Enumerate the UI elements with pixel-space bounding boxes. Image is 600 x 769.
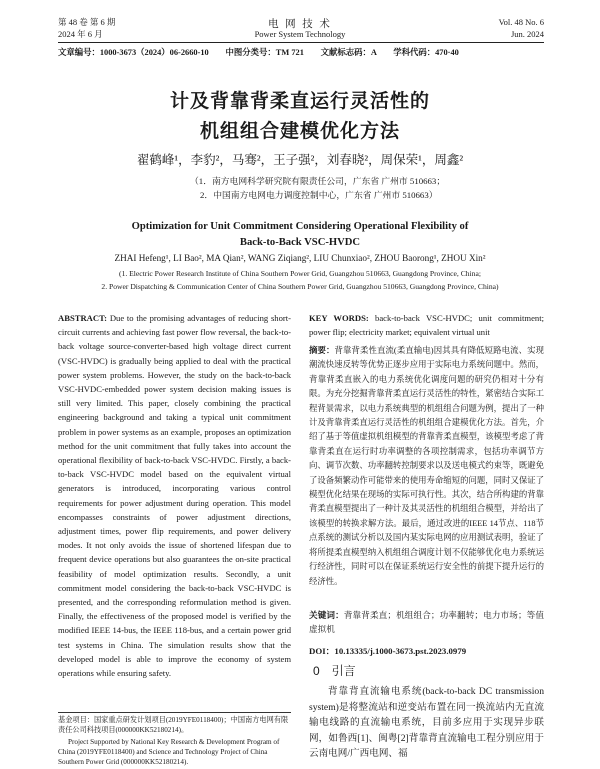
abstract-cn-text: 背靠背柔性直流(柔直输电)因其具有降低短路电流、实现潮流快速反转等优势正逐步应用于实际电力系统问题中。然而，背靠背柔直嵌入的电力系统优化调度问题的研究仍相对十分有限。为充分挖掘背靠背柔直运行灵活性的特性，紧密结合实际工程背景需求，以电力系统典型的机组组合问题为例，提出了一种计及背靠背柔直运行灵活性的机组组合建模优化方法。首先，介绍了基于等值虚拟机组模型的背靠背柔直模型，该模型考虑了背靠背柔直在运行时功率调整的各项控制需求，包括功率调节方向、调节次数、功率翻转控制要求以及送电模式约束等，既避免了设备频繁动作可能带来的使用寿命缩短的问题，同时又保证了模型优化结果在现场的实际可执行性。其次，结合所构建的背靠背柔直模型提出了一种计及其灵活性的机组组合模型，并给出了该模型的转换求解方法。最后，通过改进的IEEE 14节点、118节点系统的测试分析以及国内某实际电网的应用测试表明，验证了将所提柔直模型纳入机组组合调度计划不仅能够优化电力系统运行经济性，同时可以在保证系统运行安全性的前提下提升运行的经济性。	[309, 346, 545, 586]
abstract-en-label: ABSTRACT:	[58, 313, 108, 323]
journal-name-cn: 电 网 技 术	[268, 19, 332, 30]
authors-en: ZHAI Hefeng¹, LI Bao², MA Qian², WANG Ziqiang², LIU Chunxiao², ZHOU Baorong¹, ZHOU Xin²	[114, 253, 486, 263]
authors-cn: 翟鹤峰¹，李豹²，马骞²，王子强²，刘春晓²，周保荣¹，周鑫²	[136, 153, 464, 167]
issue-date-en: Jun. 2024	[510, 29, 544, 39]
footnote-rule	[58, 712, 291, 713]
affiliation-cn-1: （1．南方电网科学研究院有限责任公司，广东省 广州市 510663；	[190, 176, 446, 186]
abstract-cn-label: 摘要：	[309, 346, 335, 355]
footnote-funding-cn: 基金项目：国家重点研发计划项目(2019YFE0118400)；中国南方电网有限责任公司科技项目(000000KK52180214)。	[58, 716, 289, 734]
keywords-en	[309, 311, 544, 339]
affiliation-en-2: 2. Power Dispatching & Communication Center of China Southern Power Grid, Guangzhou 510663, Guangdong Province, China)	[101, 282, 499, 291]
keywords-cn-label: 关键词：	[309, 610, 344, 620]
doi: DOI：10.13335/j.1000-3673.pst.2023.0979	[309, 646, 467, 656]
keywords-en-label: KEY WORDS:	[309, 313, 369, 323]
keywords-cn	[309, 608, 544, 636]
affiliation-cn-2: 2．中国南方电网电力调度控制中心，广东省 广州市 510663）	[200, 190, 438, 200]
title-en-line2: Back-to-Back VSC-HVDC	[239, 237, 361, 248]
keywords-en-text: back-to-back VSC-HVDC; unit commitment; power flip; electricity market; equivalent virtual unit	[309, 313, 544, 338]
intro-paragraph: 背靠背直流输电系统(back-to-back DC transmission system)是将整流站和逆变站布置在同一换流站内无直流输电线路的直流输电系统，目前多应用于实现异步联网，如鲁西[1]、闽粤[2]背靠背直流输电工程分别应用于云南电网/广西电网、福	[309, 686, 544, 759]
affiliation-en-1: (1. Electric Power Research Institute of China Southern Power Grid, Guangzhou 510663, Guangdong Province, China;	[119, 269, 481, 278]
keywords-cn-text: 背靠背柔直；机组组合；功率翻转；电力市场；等值虚拟机	[309, 610, 544, 635]
section-heading-intro: 0 引言	[313, 664, 356, 678]
footnote-funding-en: Project Supported by National Key Research & Development Program of China (2019YFE0118400) and Science and Technology Project of China Southern Power Grid (000000KK52180214).	[58, 738, 280, 766]
title-en-line1: Optimization for Unit Commitment Considering Operational Flexibility of	[131, 221, 469, 232]
volume-issue: 第 48 卷 第 6 期	[58, 17, 116, 27]
article-meta: 文章编号：1000-3673（2024）06-2660-10 中图分类号：TM 721 文献标志码：A 学科代码：470·40	[58, 48, 459, 57]
abstract-en	[58, 311, 291, 680]
journal-name-en: Power System Technology	[254, 29, 346, 39]
header-rule	[58, 42, 544, 43]
issue-date: 2024 年 6 月	[58, 29, 103, 39]
title-cn-line2: 机组组合建模优化方法	[199, 121, 400, 142]
abstract-en-text: Due to the promising advantages of reducing short-circuit currents and achieving fast power flow reversal, the back-to-back voltage source-converter-based high voltage direct current (VSC-HVDC) is gradually being applied to deal with the practical power system problems. However, the study on the back-to-back VSC-HVDC-embedded power system decision making issues is still very limited. This paper, closely combining the practical engineering background and taking a typical unit commitment problem in power systems as an example, proposes an optimization method for the unit commitment that fully takes into account the operational flexibility of back-to-back VSC-HVDC. Firstly, a back-to-back VSC-HVDC model based on the equivalent virtual generators is introduced, incorporating various control requirements for power adjustment during operation. This model encompasses constraints of power adjustment directions, adjustment times, power flip requirements, and power delivery modes. It not only avoids the issue of shortened lifespan due to frequent device operations but also guarantees the on-site practical feasibility of model optimization results. Secondly, a unit commitment model considering the back-to-back VSC-HVDC is presented, and the corresponding reformulation method is given. Finally, the effectiveness of the proposed model is verified by the modified IEEE 14-bus, the IEEE 118-bus, and a certain power grid test systems in China. The simulation results show that the developed model is able to improve the economy of system operations while ensuring safety.	[58, 313, 292, 679]
title-cn-line1: 计及背靠背柔直运行灵活性的	[169, 91, 430, 112]
volume-number-en: Vol. 48 No. 6	[498, 17, 544, 27]
abstract-cn	[309, 344, 544, 589]
